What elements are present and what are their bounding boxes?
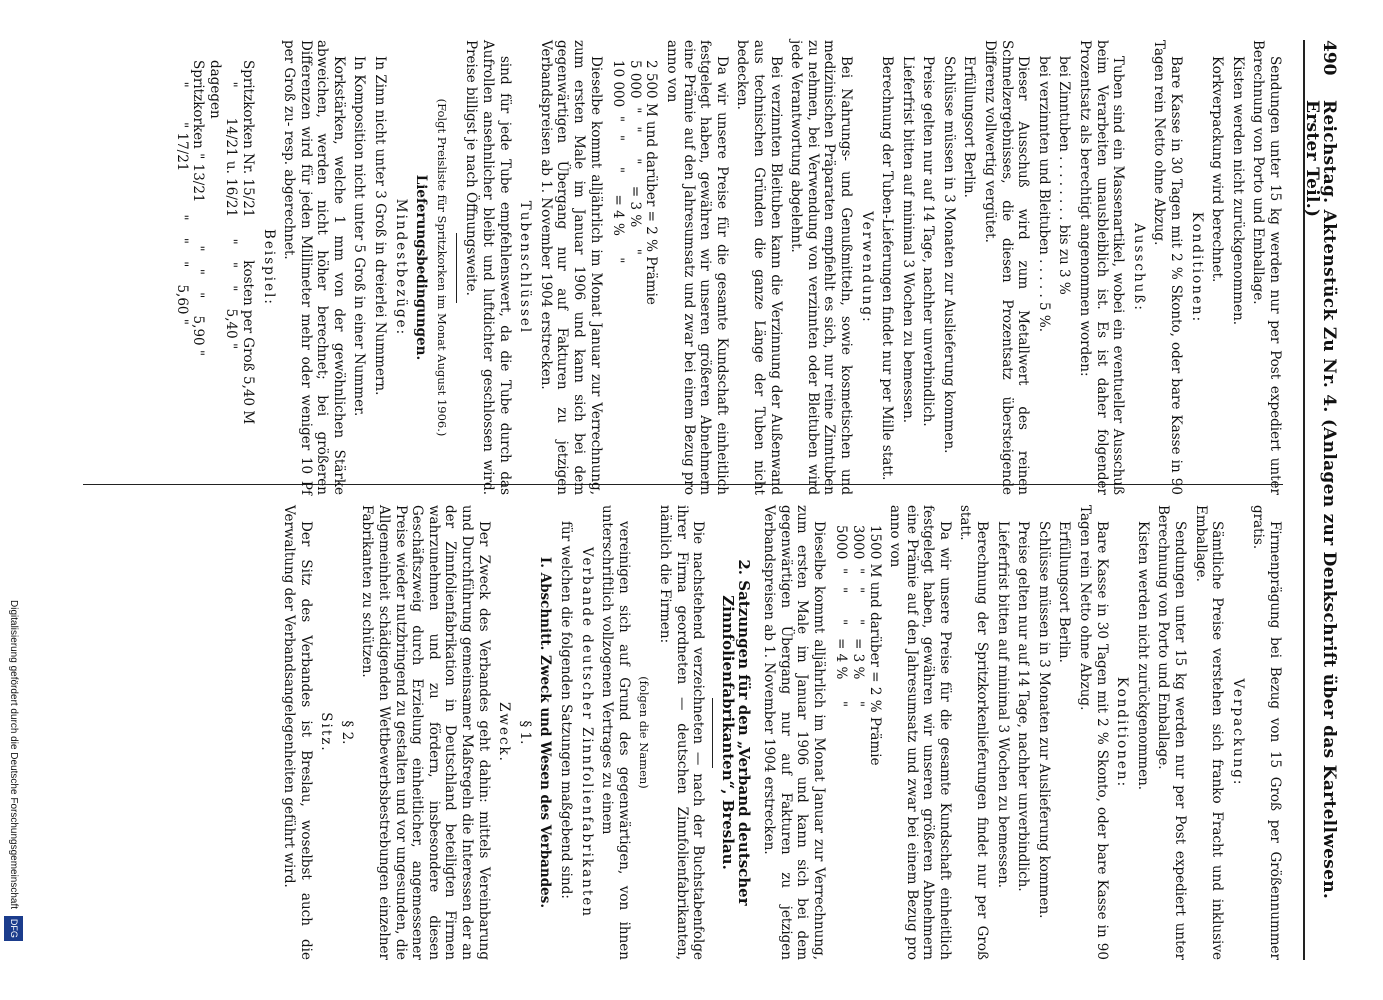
paragraph: Tuben sind ein Massenartikel, wobei ein eventueller Ausschuß beim Verarbeiten unausbleiblich ist. Es ist daher folgender Prozentsatz als berechtigt angenommen worden: [1077,40,1127,495]
paragraph: Sendungen unter 15 kg werden nur per Post expediert unter Berechnung von Porto und Emballage. [1155,505,1189,960]
paragraph: Die nachstehend verzeichneten — nach der Buchstabenfolge ihrer Firma geordneten — deutschen Zinnfolienfabrikanten, nämlich die Firmen: [657,505,707,960]
note: (folgen die Namen) [637,676,652,789]
credit-text: Digitalisierung gefördert durch die Deutsche Forschungsgemeinschaft [8,600,19,910]
paragraph: Firmenprägung bei Bezug von 15 Groß per Größennummer gratis. [1250,505,1283,960]
premium-row: 10 000 " " " = 4 % " [610,60,627,264]
paragraph: In Zinn nicht unter 3 Groß in dreierlei Nummern. [372,56,389,396]
left-column [167,40,1283,495]
premium-row: 5000 " " " = 4 % " [833,525,850,708]
premium-table [610,60,660,495]
paragraph: bei Zinntuben . . . . . . . . bis zu 3 % [1056,56,1073,295]
heading-tubenschluessel: Tubenschlüssel [517,200,534,335]
example-row: " " 17/21 " " " 5,60 " [173,60,190,325]
paragraph: Der Sitz des Verbandes ist Breslau, woselbst auch die Verwaltung der Verbandsangelegenheiten geführt wird. [281,505,314,960]
page-number: 490 [1319,40,1339,76]
heading-verwendung: Verwendung: [858,211,875,324]
paragraph: Dieser Ausschuß wird zum Metallwert des reinen Schmelzergebnisses, die diesen Prozentsatz übersteigende Differenz vollwertig vergütet. [982,40,1032,495]
paragraph: Der Zweck des Verbandes geht dahin: mittels Vereinbarung und Durchführung gemeinsamer Maßregeln die Interessen der an der Zinnfolienfabrikation in Deutschland beteiligten Firmen wahrzunehmen und zu fördern, insbesondere diesen Geschäftszweig durch Erzielung einheitlicher, angemessener Preise wieder nutzbringend zu gestalten und vor ungesunden, die Allgemeinheit schädigenden Wettbewerbsbestrebungen einzelner Fabrikanten zu schützen. [359,505,492,960]
paragraph: Preise gelten nur auf 14 Tage, nachher unverbindlich. [920,56,937,427]
paragraph: Berechnung der Tuben-Lieferungen findet nur per Mille statt. [879,56,896,481]
paragraph: Kisten werden nicht zurückgenommen. [1134,521,1151,791]
example-row: dagegen [206,60,223,119]
paragraph: sind für jede Tube empfehlenswert, da die Tube durch das Aufrollen ansehnlicher bleibt und luftdichter geschlossen wird. Preise billigst je nach Öffnungsweite. [463,40,513,495]
paragraph: Erfüllungsort Berlin. [1056,521,1073,663]
dfg-logo: DFG [4,916,23,941]
paragraph: Lieferfrist bitten auf minimal 3 Wochen zu bemessen. [899,56,916,424]
paragraph: Schlüsse müssen in 3 Monaten zur Auslieferung kommen. [1035,521,1052,919]
paragraph: Korkverpackung wird berechnet. [1209,56,1226,283]
paragraph: Lieferfrist bitten auf minimal 3 Wochen zu bemessen. [994,521,1011,889]
paragraph: Erfüllungsort Berlin. [961,56,978,198]
paragraph: Preise gelten nur auf 14 Tage, nachher unverbindlich. [1015,521,1032,892]
paragraph: Da wir unsere Preise für die gesamte Kundschaft einheitlich festgelegt haben, gewähren wir unseren größeren Abnehmern eine Prämie auf den Jahresumsatz und zwar bei einem Bezug pro anno von [664,40,730,495]
separator-rule [712,698,713,768]
digitization-credit [4,600,23,941]
heading-beispiel: Beispiel: [260,229,277,306]
heading-mindestbezuege: Mindestbezüge: [392,198,409,337]
paragraph: Da wir unsere Preise für die gesamte Kundschaft einheitlich festgelegt haben, gewähren wir unseren größeren Abnehmern eine Prämie auf den Jahresumsatz und zwar bei einem Bezug pro anno von [887,505,953,960]
heading-paragraph-1: § 1. [516,720,533,745]
heading-zweck: Zweck. [496,702,513,763]
example-row: " 14/21 u. 16/21 " " " 5,40 " [223,60,240,350]
premium-row: 5 000 " " " = 3 % " [626,60,643,255]
page-title: Reichstag. Aktenstück Zu Nr. 4. (Anlagen zur Denkschrift über das Kartellwesen. Erster Teil.) [1302,100,1339,900]
association-name: Verbande deutscher Zinnfolienfabrikanten [578,547,595,918]
example-table [173,60,256,495]
paragraph: vereinigen sich auf Grund des gegenwärtigen, von ihnen unterschriftlich vollzogenen Vertrages zu einem [599,505,632,960]
premium-row: 1500 M und darüber = 2 % Prämie [866,525,883,766]
premium-row: 3000 " " " = 3 % " [849,525,866,708]
paragraph: Bare Kasse in 30 Tagen mit 2 % Skonto, oder bare Kasse in 90 Tagen rein Netto ohne Abzug. [1151,40,1185,495]
heading-verpackung: Verpackung: [1229,678,1246,787]
paragraph: Dieselbe kommt alljährlich im Monat Januar zur Verrechnung, zum ersten Male im Januar 1906 und kann sich bei dem gegenwärtigen Übergang nur auf Fakturen zu jetzigen Verbandspreisen ab 1. November 1904 erstrecken. [760,505,827,960]
paragraph: bei verzinnten und Bleituben . . . . . 5 %. [1035,56,1052,333]
heading-sitz: Sitz. [318,712,335,753]
paragraph: In Komposition nicht unter 5 Groß in einer Nummer. [351,56,368,417]
right-column [277,505,1283,960]
heading-konditionen: Konditionen: [1188,211,1205,324]
page-header [1303,40,1345,960]
premium-row: 2 500 M und darüber = 2 % Prämie [643,60,660,305]
paragraph: Korkstärken, welche 1 mm von der gewöhnlichen Stärke abweichen, werden nicht höher berechnet; bei größeren Differenzen wird für jeden Millimeter mehr oder weniger 10 Pf per Groß zu- resp. abgerechnet. [281,40,347,495]
paragraph: Dieselbe kommt alljährlich im Monat Januar zur Verrechnung, zum ersten Male im Januar 1906 und kann sich bei dem gegenwärtigen Übergang nur auf Fakturen zu jetzigen Verbandspreisen ab 1. November 1904 erstrecken. [537,40,604,495]
section-title: 2. Satzungen für den „Verband deutscher Zinnfolienfabrikanten“, Breslau. [718,559,754,906]
note: (Folgt Preisliste für Spritzkorken im Monat August 1906.) [434,98,449,437]
paragraph: Berechnung der Spritzkorkenlieferungen findet nur per Groß statt. [957,505,991,960]
paragraph: Bare Kasse in 30 Tagen mit 2 % Skonto, oder bare Kasse in 90 Tagen rein Netto ohne Abzug. [1077,505,1110,960]
paragraph: Kisten werden nicht zurückgenommen. [1229,56,1246,326]
example-row: Spritzkorken Nr. 15/21 kosten per Groß 5,40 M [239,60,256,425]
paragraph: Bei verzinnten Bleituben kann die Verzinnung der Außenwand aus technischen Gründen die ganze Länge der Tuben nicht bedecken. [734,40,784,495]
paragraph: für welchen die folgenden Satzungen maßgebend sind: [558,521,575,899]
heading-abschnitt: I. Abschnitt. Zweck und Wesen des Verbandes. [537,556,554,909]
heading-konditionen: Konditionen: [1114,676,1131,789]
example-row: Spritzkorken " 13/21 " " " 5,90 " [190,60,207,357]
separator-rule [456,233,457,303]
paragraph: Sendungen unter 15 kg werden nur per Post expediert unter Berechnung von Porto und Emballage. [1250,40,1283,495]
heading-paragraph-2: § 2. [338,720,355,745]
heading-ausschuss: Ausschuß: [1130,223,1147,312]
heading-lieferungsbedingungen: Lieferungsbedingungen. [413,174,430,361]
paragraph: Schlüsse müssen in 3 Monaten zur Auslieferung kommen. [940,56,957,454]
paragraph: Sämtliche Preise verstehen sich franko Fracht und inklusive Emballage. [1192,505,1226,960]
premium-table [833,525,883,960]
paragraph: Bei Nahrungs- und Genußmitteln, sowie kosmetischen und medizinischen Präparaten empfiehlt es sich, nur reine Zinntuben zu nehmen, bei Verwendung von verzinnten oder Bleituben wird jede Verantwortung abgelehnt. [788,40,854,495]
